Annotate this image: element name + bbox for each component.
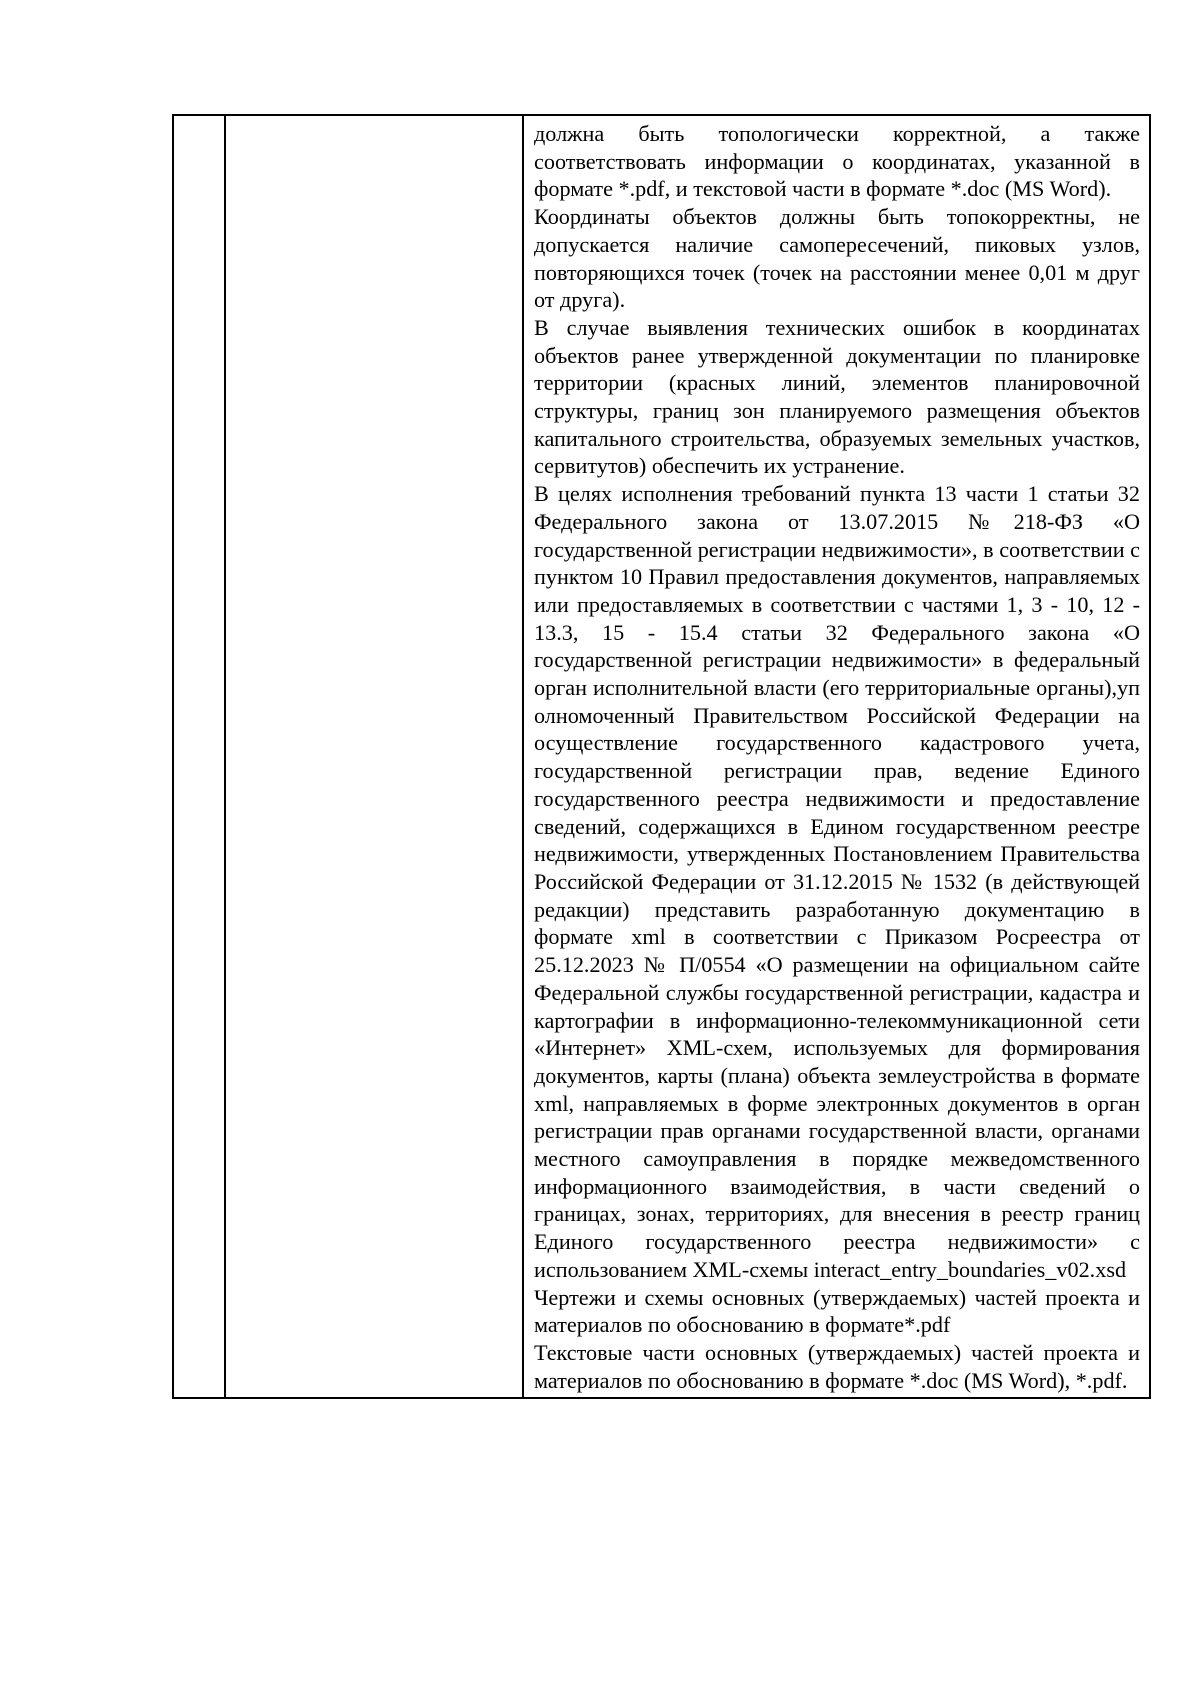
- table-row: [173, 115, 1150, 1398]
- paragraph-topology: должна быть топологически корректной, а также соответствовать информации о координатах, указанной в формате *.pdf, и текстовой части в формате *.doc (MS Word).: [534, 121, 1140, 202]
- paragraph-coordinates: Координаты объектов должны быть топокорректны, не допускается наличие самопересечений, пиковых узлов, повторяющихся точек (точек на расстоянии менее 0,01 м друг от друга).: [534, 204, 1140, 313]
- requirements-table: [172, 114, 1151, 1399]
- paragraph-errors: В случае выявления технических ошибок в координатах объектов ранее утвержденной документации по планировке территории (красных линий, элементов планировочной структуры, границ зон планируемого размещения объектов капитального строительства, образуемых земельных участков, сервитутов) обеспечить их устранение.: [534, 314, 1140, 479]
- requirements-text: [524, 116, 1149, 1397]
- row-name-cell: [225, 115, 523, 1398]
- paragraph-drawings: Чертежи и схемы основных (утверждаемых) частей проекта и материалов по обоснованию в формате*.pdf: [534, 1284, 1140, 1338]
- row-number-cell: [173, 115, 225, 1398]
- paragraph-text-parts: Текстовые части основных (утверждаемых) частей проекта и материалов по обоснованию в формате *.doc (MS Word), *.pdf.: [534, 1339, 1140, 1393]
- row-requirements-cell: [523, 115, 1150, 1398]
- paragraph-xml-requirements: В целях исполнения требований пункта 13 части 1 статьи 32 Федерального закона от 13.07.2015 №218-ФЗ «О государственной регистрации недвижимости», в соответствии с пунктом 10 Правил предоставления документов, направляемых или предоставляемых в соответствии с частями 1, 3 - 10, 12 - 13.3, 15 - 15.4 статьи 32 Федерального закона «О государственной регистрации недвижимости» в федеральный орган исполнительной власти (его территориальные органы),уп олномоченный Правительством Российской Федерации на осуществление государственного кадастрового учета, государственной регистрации прав, ведение Единого государственного реестра недвижимости и предоставление сведений, содержащихся в Едином государственном реестре недвижимости, утвержденных Постановлением Правительства Российской Федерации от 31.12.2015 № 1532 (в действующей редакции) представить разработанную документацию в формате xml в соответствии с Приказом Росреестра от 25.12.2023 № П/0554 «О размещении на официальном сайте Федеральной службы государственной регистрации, кадастра и картографии в информационно-телекоммуникационной сети «Интернет» XML-схем, используемых для формирования документов, карты (плана) объекта землеустройства в формате xml, направляемых в форме электронных документов в орган регистрации прав органами государственной власти, органами местного самоуправления в порядке межведомственного информационного взаимодействия, в части сведений о границах, зонах, территориях, для внесения в реестр границ Единого государственного реестра недвижимости» с использованием XML-схемы interact_entry_boundaries_v02.xsd: [534, 481, 1140, 1282]
